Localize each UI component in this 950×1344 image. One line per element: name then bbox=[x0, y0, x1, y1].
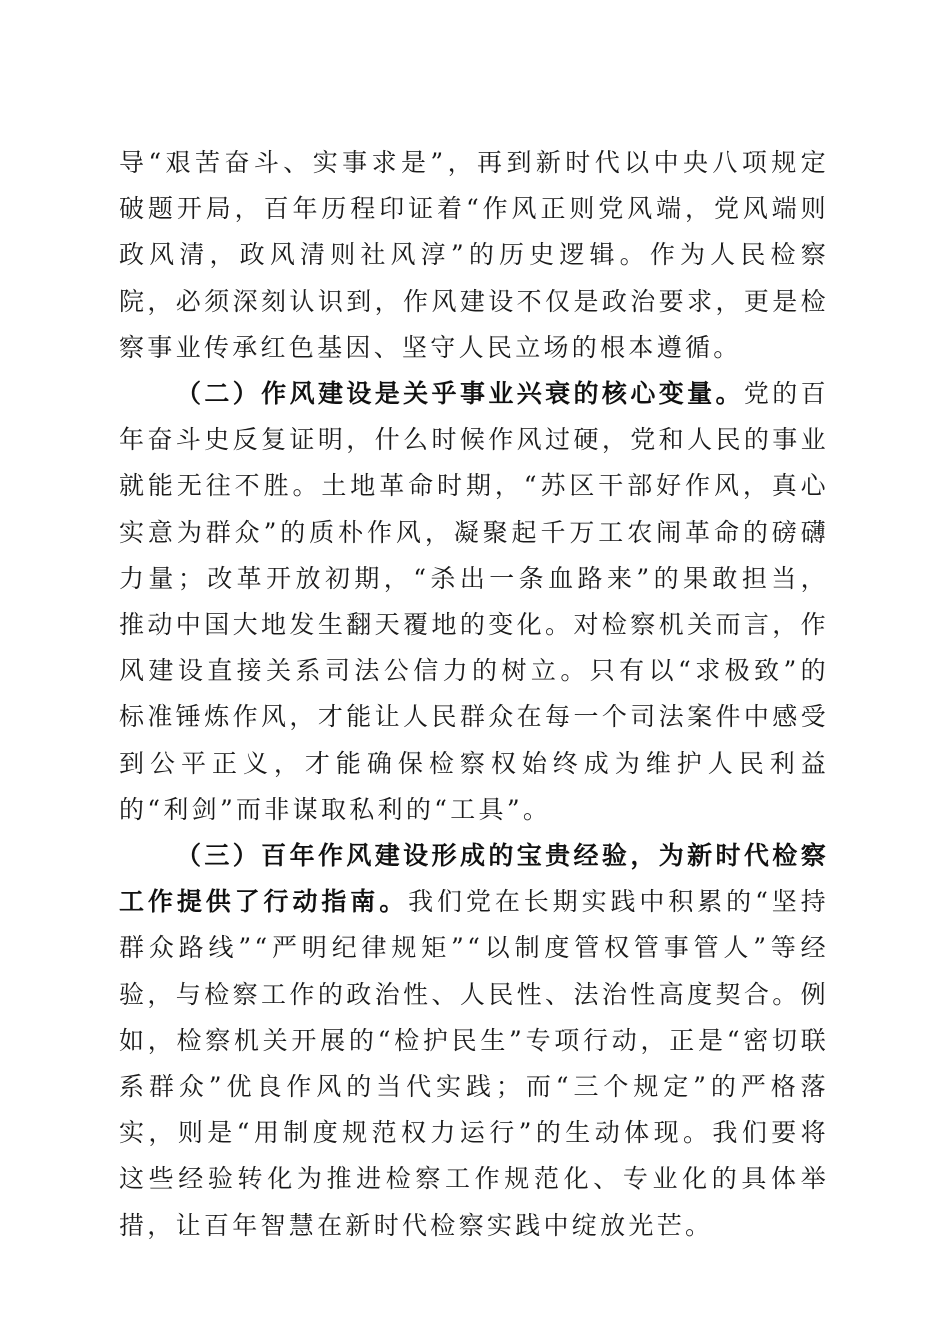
paragraph-section-three bbox=[119, 833, 829, 1249]
paragraph-continuation bbox=[119, 140, 829, 371]
paragraph-section-two bbox=[119, 371, 829, 833]
paragraph-text: 导“艰苦奋斗、实事求是”，再到新时代以中央八项规定破题开局，百年历程印证着“作风正则党风端，党风端则政风清，政风清则社风淳”的历史逻辑。作为人民检察院，必须深刻认识到，作风建设不仅是政治要求，更是检察事业传承红色基因、坚守人民立场的根本遵循。 bbox=[119, 148, 829, 362]
section-heading: （二）作风建设是关乎事业兴衰的核心变量。 bbox=[176, 379, 744, 409]
paragraph-text: 我们党在长期实践中积累的“坚持群众路线”“严明纪律规矩”“以制度管权管事管人”等经验，与检察工作的政治性、人民性、法治性高度契合。例如，检察机关开展的“检护民生”专项行动，正是“密切联系群众”优良作风的当代实践；而“三个规定”的严格落实，则是“用制度规范权力运行”的生动体现。我们要将这些经验转化为推进检察工作规范化、专业化的具体举措，让百年智慧在新时代检察实践中绽放光芒。 bbox=[119, 887, 829, 1240]
section-heading: （三）百年作风建设形成的宝贵经验，为新时代检察工作提供了行动指南。 bbox=[119, 841, 829, 917]
paragraph-text: 党的百年奋斗史反复证明，什么时候作风过硬，党和人民的事业就能无往不胜。土地革命时期，“苏区干部好作风，真心实意为群众”的质朴作风，凝聚起千万工农闹革命的磅礴力量；改革开放初期，“杀出一条血路来”的果敢担当，推动中国大地发生翻天覆地的变化。对检察机关而言，作风建设直接关系司法公信力的树立。只有以“求极致”的标准锤炼作风，才能让人民群众在每一个司法案件中感受到公平正义，才能确保检察权始终成为维护人民利益的“利剑”而非谋取私利的“工具”。 bbox=[119, 379, 829, 824]
document-body bbox=[119, 140, 829, 1249]
